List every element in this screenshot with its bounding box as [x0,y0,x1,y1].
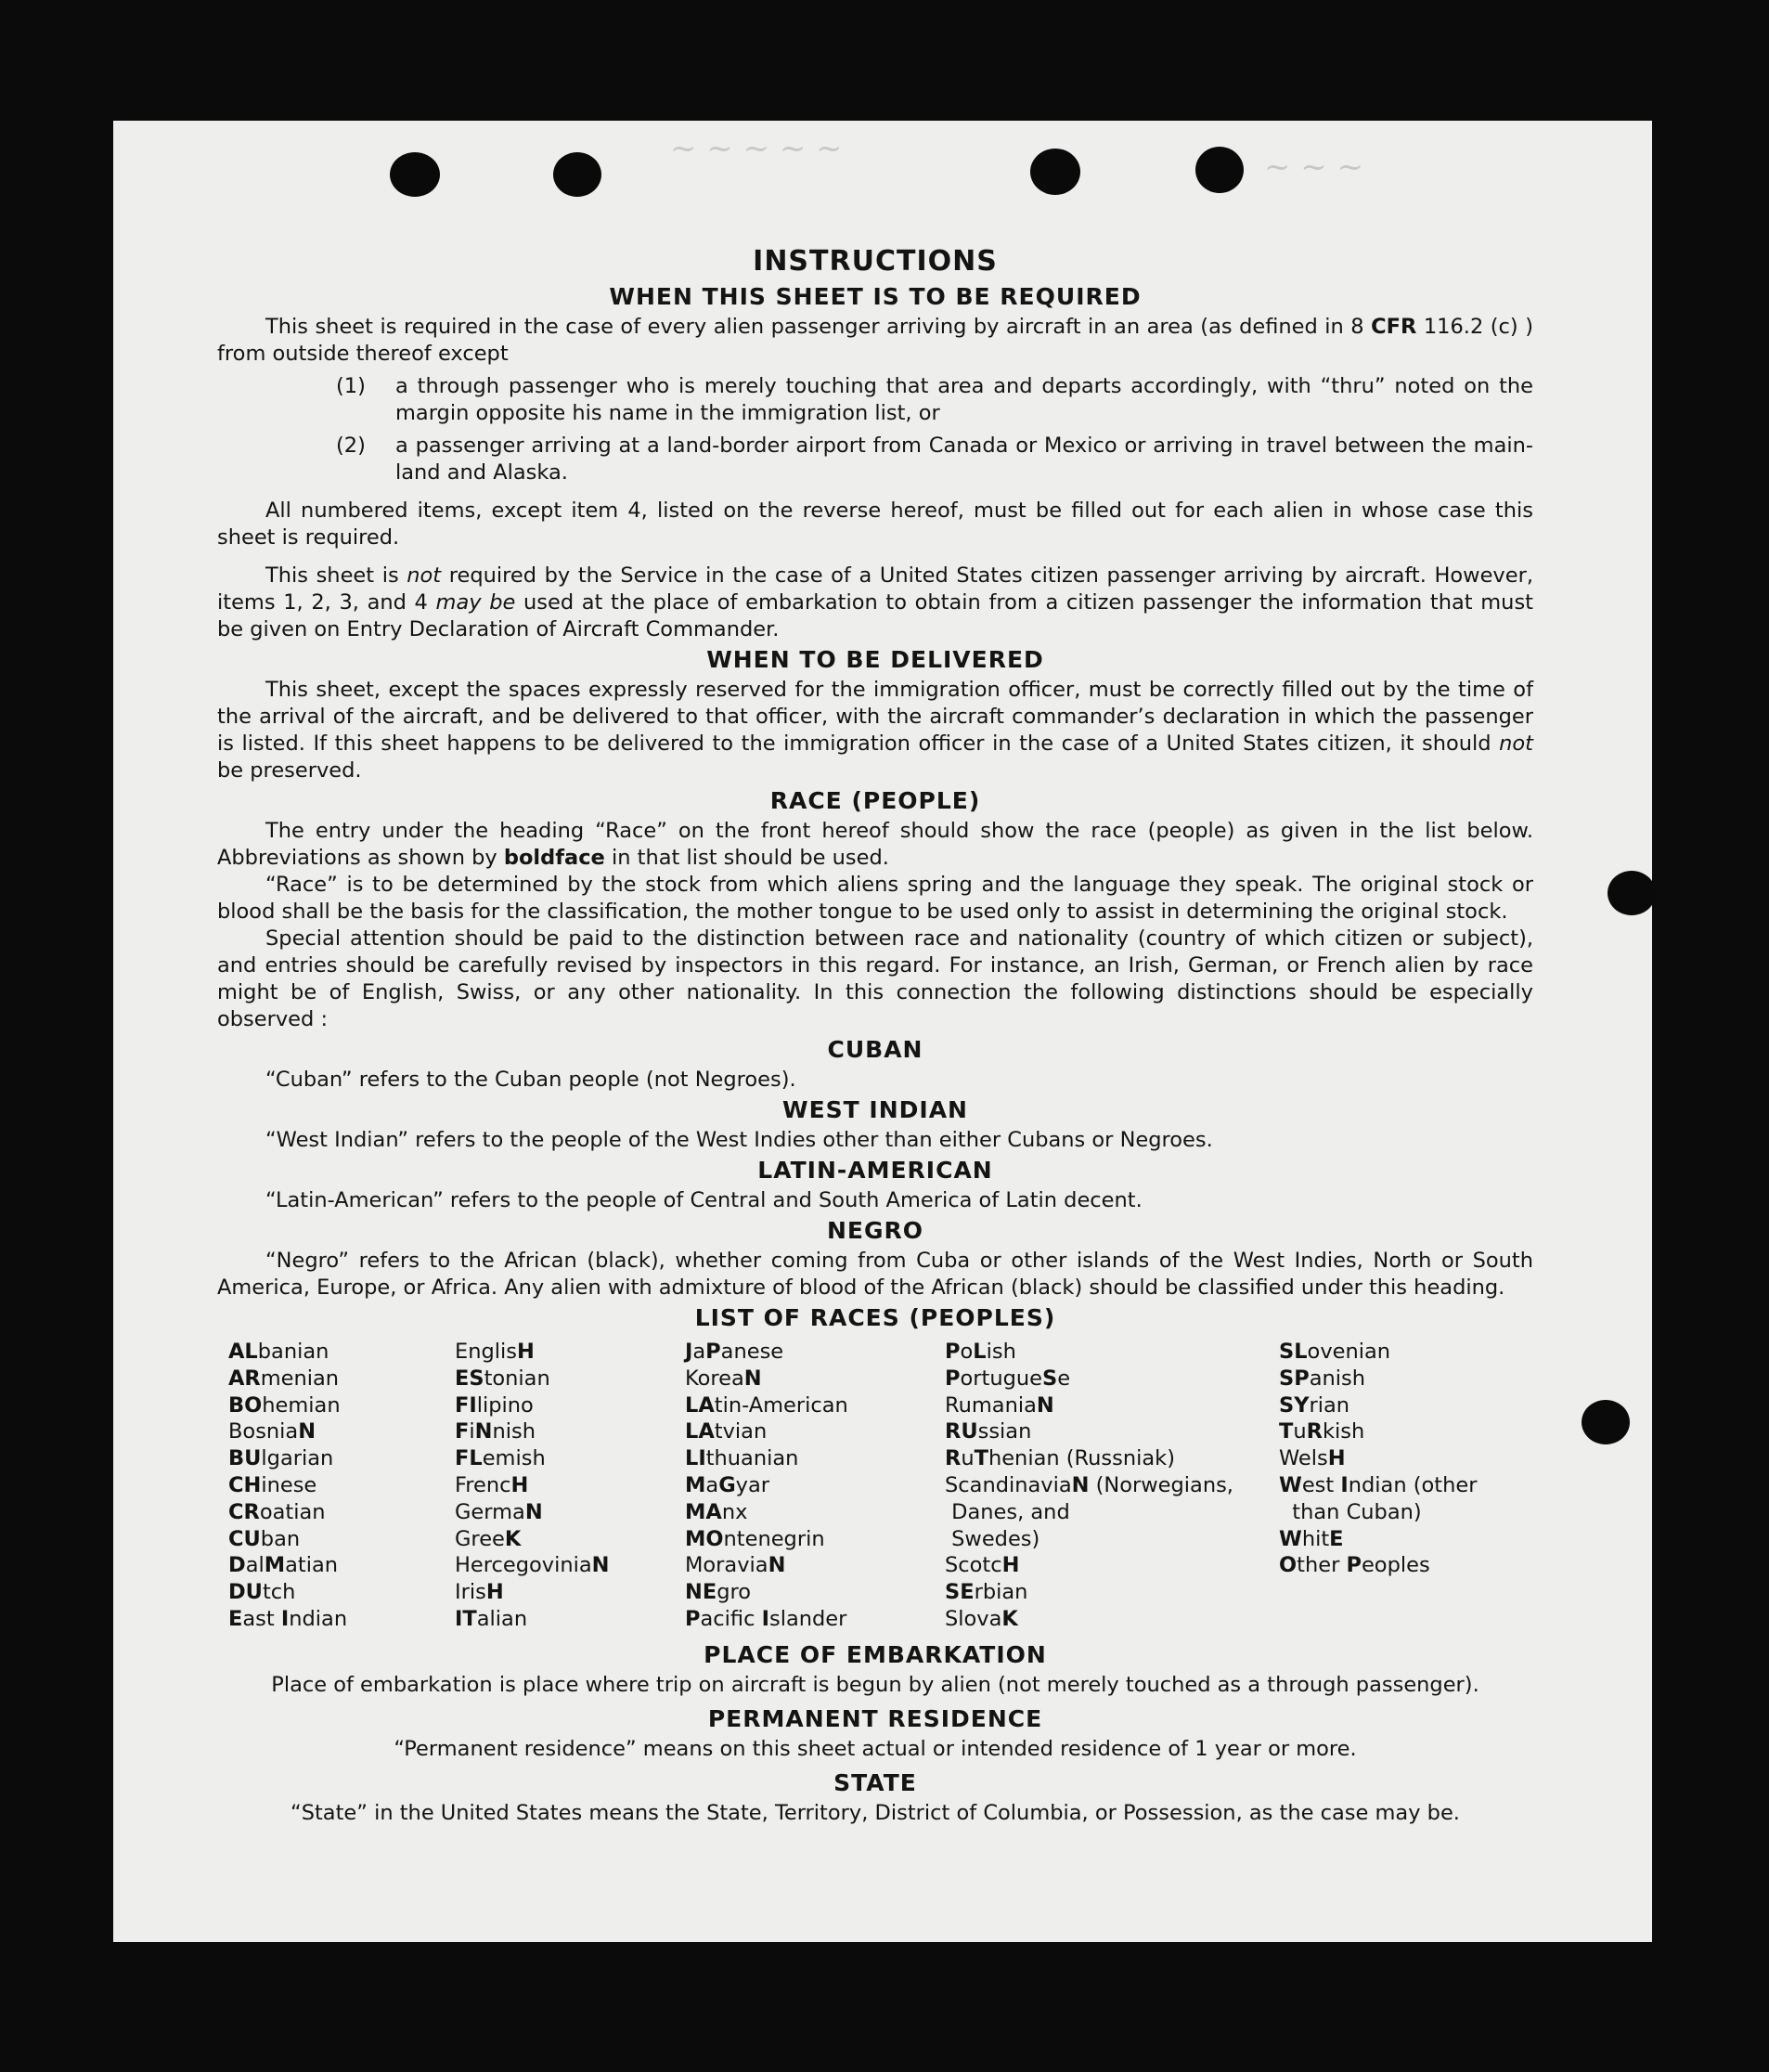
race-entry: MoraviaN [685,1553,786,1578]
race-entry: East Indian [228,1606,348,1631]
race-entry: Swedes) [945,1526,1040,1551]
races-column [1279,1339,1520,1633]
race-entry: TuRkish [1279,1419,1365,1444]
races-column [945,1339,1279,1633]
punch-hole [553,152,601,197]
section-heading-races-list: LIST OF RACES (PEOPLES) [694,1304,1056,1331]
section-heading-required: WHEN THIS SHEET IS TO BE REQUIRED [609,283,1142,310]
race-entry: SErbian [945,1580,1028,1605]
race-entry: Other Peoples [1279,1553,1430,1578]
race-entry: FiNnish [455,1419,536,1444]
race-entry: DUtch [228,1580,296,1605]
races-column [228,1339,455,1633]
required-paragraph-items: All numbered items, except item 4, listed on the reverse hereof, must be filled out for each alien in whose case this sheet is required. [217,499,1533,550]
punch-hole [390,152,440,197]
page-title: INSTRUCTIONS [753,245,998,278]
cuban-text: “Cuban” refers to the Cuban people (not Negroes). [265,1068,796,1092]
race-entry: RumaniaN [945,1392,1054,1418]
race-entry: ScandinaviaN (Norwegians, [945,1472,1233,1497]
race-entry: Danes, and [945,1499,1070,1524]
exception-item: (1) a through passenger who is merely touching that area and departs accordingly, with “thru” noted on the margin opposite his name in the immigration list, or [336,374,1533,425]
race-entry: CUban [228,1526,301,1551]
section-heading-latin-american: LATIN-AMERICAN [757,1157,993,1184]
race-entry: than Cuban) [1279,1499,1422,1524]
race-entry: FLemish [455,1446,546,1471]
section-heading-residence: PERMANENT RESIDENCE [707,1704,1043,1732]
race-entry: EStonian [455,1366,550,1391]
race-entry: JaPanese [685,1340,784,1364]
race-paragraph-3: Special attention should be paid to the distinction between race and nationality (country of which citizen or subject), and entries should be carefully revised by inspectors in this regard. For instance, an Irish, German, or French alien by race might be of English, Swiss, or any other nationality. In this connection the following distinctions should be especially observed : [217,926,1533,1031]
residence-text: “Permanent residence” means on this sheet actual or intended residence of 1 year or more. [394,1736,1357,1761]
section-heading-west-indian: WEST INDIAN [782,1096,968,1123]
race-entry: GermaN [455,1499,543,1524]
race-paragraph-2: “Race” is to be determined by the stock from which aliens spring and the language they speak. The original stock or blood shall be the basis for the classification, the mother tongue to be used only to assist in determining the original stock. [217,873,1533,924]
race-entry: KoreaN [685,1366,762,1391]
race-entry: ITalian [455,1606,528,1631]
section-heading-embarkation: PLACE OF EMBARKATION [704,1640,1047,1668]
race-entry: WhitE [1279,1526,1344,1551]
race-entry: IrisH [455,1580,504,1605]
punch-hole [1195,147,1244,193]
punch-hole [1608,871,1656,915]
section-heading-negro: NEGRO [826,1217,924,1244]
race-entry: PortugueSe [945,1366,1071,1391]
race-entry: MaGyar [685,1472,770,1497]
race-entry: CHinese [228,1472,317,1497]
required-intro: This sheet is required in the case of every alien passenger arriving by aircraft in an area (as defined in 8 CFR 116.2 (c) ) from outside thereof except [217,315,1533,366]
race-entry: CRoatian [228,1499,326,1524]
section-heading-state: STATE [833,1768,917,1796]
race-entry: PoLish [945,1340,1016,1364]
document-sheet [113,121,1652,1942]
punch-hole [1030,149,1080,195]
race-entry: West Indian (other [1279,1472,1478,1497]
race-entry: ALbanian [228,1340,329,1364]
race-entry: FrencH [455,1472,529,1497]
race-entry: FIlipino [455,1392,534,1418]
bleed-through-handwriting: ~ ~ ~ [1264,149,1364,186]
race-entry: LAtvian [685,1419,768,1444]
race-entry: Pacific Islander [685,1606,847,1631]
races-column [685,1339,945,1633]
races-column [455,1339,685,1633]
bleed-through-handwriting: ~ ~ ~ ~ ~ [670,130,843,167]
race-entry: HercegoviniaN [455,1553,610,1578]
west-indian-text: “West Indian” refers to the people of the West Indies other than either Cubans or Negroes. [265,1128,1213,1152]
required-paragraph-citizen: This sheet is not required by the Service in the case of a United States citizen passenger arriving by aircraft. However, items 1, 2, 3, and 4 may be used at the place of embarkation to obtain from a citizen passenger the information that must be given on Entry Declaration of Aircraft Commander. [217,563,1533,641]
race-entry: NEgro [685,1580,752,1605]
race-paragraph-1: The entry under the heading “Race” on the front hereof should show the race (people) as given in the list below. Abbreviations as shown by boldface in that list should be used. [217,819,1533,870]
race-entry: SPanish [1279,1366,1365,1391]
race-entry: SlovaK [945,1606,1018,1631]
race-entry: GreeK [455,1526,522,1551]
race-entry: LAtin-American [685,1392,848,1418]
race-entry: WelsH [1279,1446,1346,1471]
race-entry: SLovenian [1279,1340,1391,1364]
race-entry: MAnx [685,1499,748,1524]
punch-hole [1582,1400,1630,1444]
race-entry: DalMatian [228,1553,339,1578]
race-entry: BUlgarian [228,1446,334,1471]
race-entry: ARmenian [228,1366,340,1391]
section-heading-delivered: WHEN TO BE DELIVERED [706,646,1044,673]
races-list [217,1339,1533,1633]
latin-american-text: “Latin-American” refers to the people of Central and South America of Latin decent. [265,1188,1143,1212]
state-text: “State” in the United States means the State, Territory, District of Columbia, or Possession, as the case may be. [291,1800,1460,1825]
race-entry: SYrian [1279,1392,1350,1418]
race-entry: BosniaN [228,1419,316,1444]
race-entry: RUssian [945,1419,1032,1444]
section-heading-race: RACE (PEOPLE) [769,787,981,814]
section-heading-cuban: CUBAN [827,1036,923,1063]
race-entry: MOntenegrin [685,1526,825,1551]
race-entry: RuThenian (Russniak) [945,1446,1175,1471]
exception-item: (2) a passenger arriving at a land-border airport from Canada or Mexico or arriving in travel between the main-land and Alaska. [336,434,1533,485]
instructions-content [217,243,1533,1827]
race-entry: BOhemian [228,1392,341,1418]
embarkation-text: Place of embarkation is place where trip on aircraft is begun by alien (not merely touched as a through passenger). [271,1672,1479,1697]
race-entry: EnglisH [455,1340,535,1364]
delivered-paragraph: This sheet, except the spaces expressly reserved for the immigration officer, must be correctly filled out by the time of the arrival of the aircraft, and be delivered to that officer, with the aircraft commander’s declaration in which the passenger is listed. If this sheet happens to be delivered to the immigration officer in the case of a United States citizen, it should not be preserved. [217,678,1533,783]
race-entry: LIthuanian [685,1446,799,1471]
race-entry: ScotcH [945,1553,1020,1578]
negro-text: “Negro” refers to the African (black), whether coming from Cuba or other islands of the West Indies, North or South America, Europe, or Africa. Any alien with admixture of blood of the African (black) should be classified under this heading. [217,1249,1533,1300]
